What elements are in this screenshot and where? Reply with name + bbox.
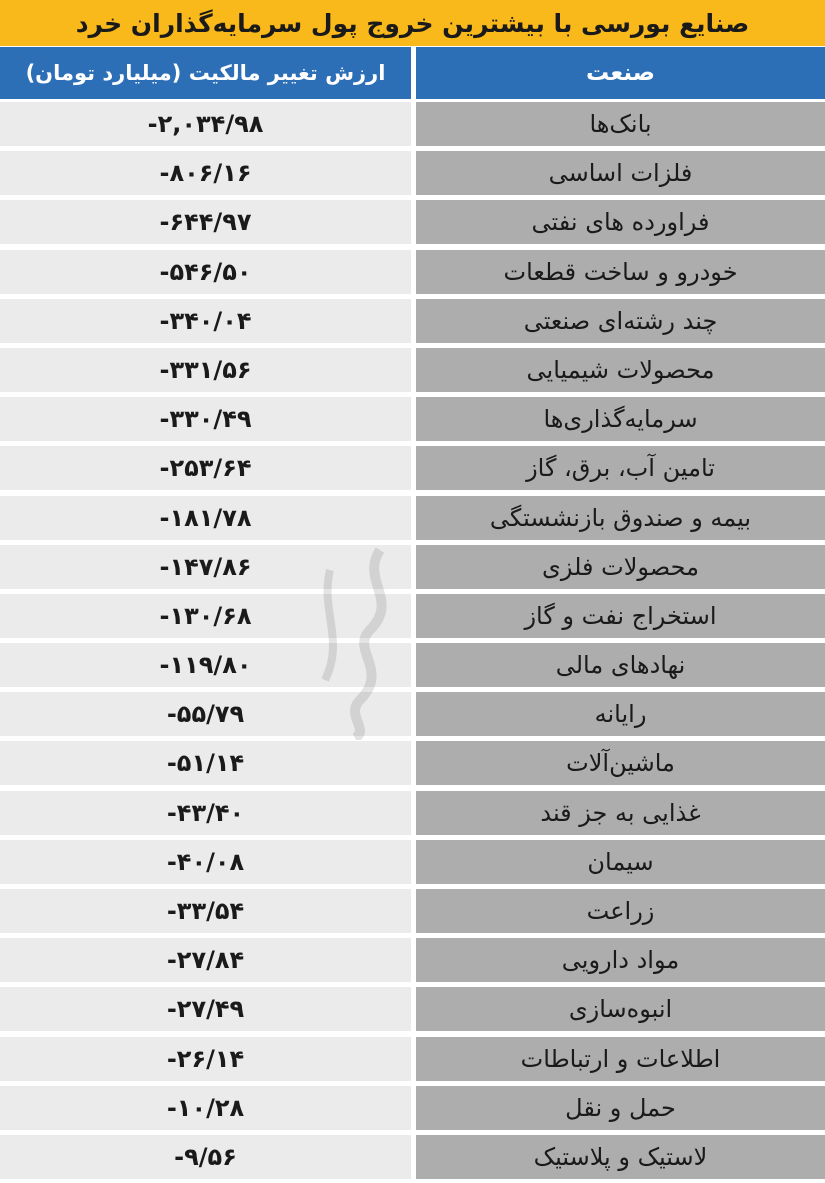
value-cell [0,840,411,884]
value-text: -۲۷/۴۹ [166,995,245,1024]
value-text: -۳۳۱/۵۶ [159,355,252,384]
value-text: -۱۸۱/۷۸ [159,503,252,532]
value-text: -۳۴۰/۰۴ [159,306,252,335]
industry-cell: ماشین‌آلات [416,741,825,785]
value-text: -۵۴۶/۵۰ [159,257,252,286]
value-cell [0,889,411,933]
value-cell [0,250,411,294]
value-text: -۲۷/۸۴ [166,946,245,975]
value-cell [0,938,411,982]
value-cell [0,446,411,490]
table-row [0,591,825,640]
value-text: -۴۳/۴۰ [166,798,245,827]
value-cell [0,545,411,589]
value-cell [0,102,411,146]
table-row [0,99,825,148]
industry-cell: غذایی به جز قند [416,791,825,835]
industry-cell: بیمه و صندوق بازنشستگی [416,496,825,540]
value-cell [0,151,411,195]
table-row [0,1034,825,1083]
table-row [0,1083,825,1132]
value-text: -۵۵/۷۹ [166,700,245,729]
table-body [0,99,825,1181]
table-row [0,984,825,1033]
value-text: -۵۱/۱۴ [166,749,245,778]
table-row [0,443,825,492]
industry-cell: حمل و نقل [416,1086,825,1130]
industry-cell: فراورده های نفتی [416,200,825,244]
table-row [0,738,825,787]
industry-cell: انبوه‌سازی [416,987,825,1031]
value-text: -۲۵۳/۶۴ [159,454,252,483]
industry-cell: بانک‌ها [416,102,825,146]
industry-cell: سرمایه‌گذاری‌ها [416,397,825,441]
industry-cell: مواد دارویی [416,938,825,982]
value-cell [0,741,411,785]
value-text: -۹/۵۶ [174,1142,237,1171]
industry-cell: فلزات اساسی [416,151,825,195]
table-row [0,640,825,689]
column-header-industry: صنعت [416,47,825,99]
value-text: -۱۴۷/۸۶ [159,552,252,581]
industry-cell: تامین آب، برق، گاز [416,446,825,490]
value-text: -۲۶/۱۴ [166,1044,245,1073]
value-cell [0,299,411,343]
table-row [0,148,825,197]
value-cell [0,1086,411,1130]
industry-cell: خودرو و ساخت قطعات [416,250,825,294]
value-text: -۳۳/۵۴ [166,897,245,925]
value-cell [0,348,411,392]
industry-cell: لاستیک و پلاستیک [416,1135,825,1179]
industry-cell: محصولات فلزی [416,545,825,589]
table-row [0,247,825,296]
industry-cell: چند رشته‌ای صنعتی [416,299,825,343]
value-cell [0,397,411,441]
value-cell [0,496,411,540]
table-row [0,197,825,246]
value-text: -۶۴۴/۹۷ [159,208,252,237]
value-cell [0,1135,411,1179]
table-row [0,837,825,886]
column-header-value: ارزش تغییر مالکیت (میلیارد تومان) [0,47,411,99]
table-row [0,1132,825,1181]
industry-cell: سیمان [416,840,825,884]
title-bar [0,0,825,46]
industry-cell: رایانه [416,692,825,736]
industry-cell: محصولات شیمیایی [416,348,825,392]
value-text: -۱۰/۲۸ [166,1093,245,1122]
value-cell [0,643,411,687]
industry-cell: نهادهای مالی [416,643,825,687]
table-row [0,345,825,394]
table-row [0,493,825,542]
value-cell [0,791,411,835]
table-row [0,689,825,738]
value-cell [0,692,411,736]
value-text: -۲,۰۳۴/۹۸ [147,110,264,138]
table-row [0,886,825,935]
value-text: -۱۳۰/۶۸ [159,601,252,630]
industry-cell: استخراج نفت و گاز [416,594,825,638]
table-row [0,788,825,837]
value-cell [0,1037,411,1081]
value-text: -۴۰/۰۸ [166,847,245,876]
value-text: -۱۱۹/۸۰ [159,651,252,680]
table-row [0,542,825,591]
industry-cell: اطلاعات و ارتباطات [416,1037,825,1081]
table-header [0,47,825,99]
value-cell [0,200,411,244]
table-row [0,296,825,345]
value-cell [0,987,411,1031]
table-row [0,394,825,443]
page-title: صنایع بورسی با بیشترین خروج پول سرمایه‌گذاران خرد [75,8,750,38]
value-text: -۳۳۰/۴۹ [159,405,252,434]
value-text: -۸۰۶/۱۶ [159,159,252,188]
value-cell [0,594,411,638]
table-row [0,935,825,984]
industry-cell: زراعت [416,889,825,933]
